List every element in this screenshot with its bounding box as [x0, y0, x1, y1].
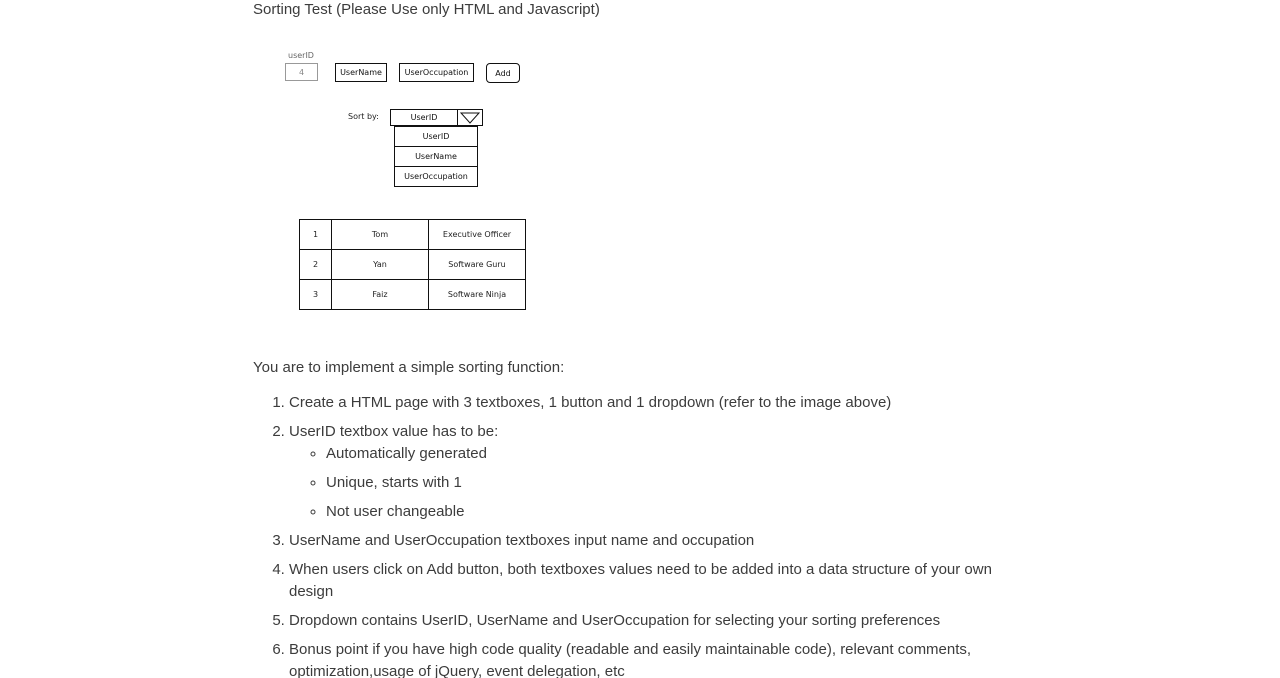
mockup-userid-label: userID — [288, 51, 314, 60]
table-cell-name: Tom — [332, 220, 429, 250]
list-item: ◦ Unique, starts with 1 — [326, 472, 1009, 494]
table-row — [300, 250, 526, 280]
mockup-dropdown-option: UserID — [394, 126, 478, 147]
table-row — [300, 220, 526, 250]
mockup-add-button: Add — [486, 63, 520, 83]
table-cell-occupation: Executive Officer — [429, 220, 526, 250]
table-cell-name: Yan — [332, 250, 429, 280]
list-item — [289, 610, 1009, 632]
requirement-text: Bonus point if you have high code quality (readable and easily maintainable code), relevant comments, optimization,usage of jQuery, event delegation, etc — [289, 641, 972, 678]
userid-rules-list — [289, 443, 1009, 523]
table-cell-occupation: Software Ninja — [429, 280, 526, 310]
mockup-username-box: UserName — [335, 63, 387, 82]
triangle-down-icon — [460, 112, 480, 124]
requirement-text: UserID textbox value has to be: — [289, 423, 499, 440]
mockup-useroccupation-box: UserOccupation — [399, 63, 474, 82]
intro-text: You are to implement a simple sorting function: — [253, 359, 565, 376]
list-item — [289, 392, 1009, 414]
table-cell-id: 1 — [300, 220, 332, 250]
requirement-text: Create a HTML page with 3 textboxes, 1 button and 1 dropdown (refer to the image above) — [289, 394, 892, 411]
mockup-image — [253, 40, 553, 330]
table-cell-occupation: Software Guru — [429, 250, 526, 280]
mockup-dropdown-option: UserName — [394, 146, 478, 167]
table-row — [300, 280, 526, 310]
mockup-dropdown-selected: UserID — [390, 109, 458, 126]
mockup-userid-box: 4 — [285, 63, 318, 81]
list-item — [289, 421, 1009, 523]
mockup-dropdown-arrow — [457, 109, 483, 126]
mockup-user-table — [299, 219, 526, 310]
list-item — [289, 530, 1009, 552]
list-item — [289, 639, 1009, 678]
requirement-text: Dropdown contains UserID, UserName and UserOccupation for selecting your sorting preferences — [289, 612, 941, 629]
mockup-sort-by-label: Sort by: — [348, 112, 379, 121]
table-cell-id: 3 — [300, 280, 332, 310]
mockup-dropdown-option: UserOccupation — [394, 166, 478, 187]
list-item — [289, 559, 1009, 603]
table-cell-id: 2 — [300, 250, 332, 280]
requirement-text: When users click on Add button, both textboxes values need to be added into a data structure of your own design — [289, 561, 992, 600]
requirement-text: UserName and UserOccupation textboxes input name and occupation — [289, 532, 755, 549]
list-item: ◦ Automatically generated — [326, 443, 1009, 465]
page-title: Sorting Test (Please Use only HTML and Javascript) — [253, 1, 600, 18]
requirements-list — [253, 392, 1009, 678]
list-item: ◦ Not user changeable — [326, 501, 1009, 523]
table-cell-name: Faiz — [332, 280, 429, 310]
